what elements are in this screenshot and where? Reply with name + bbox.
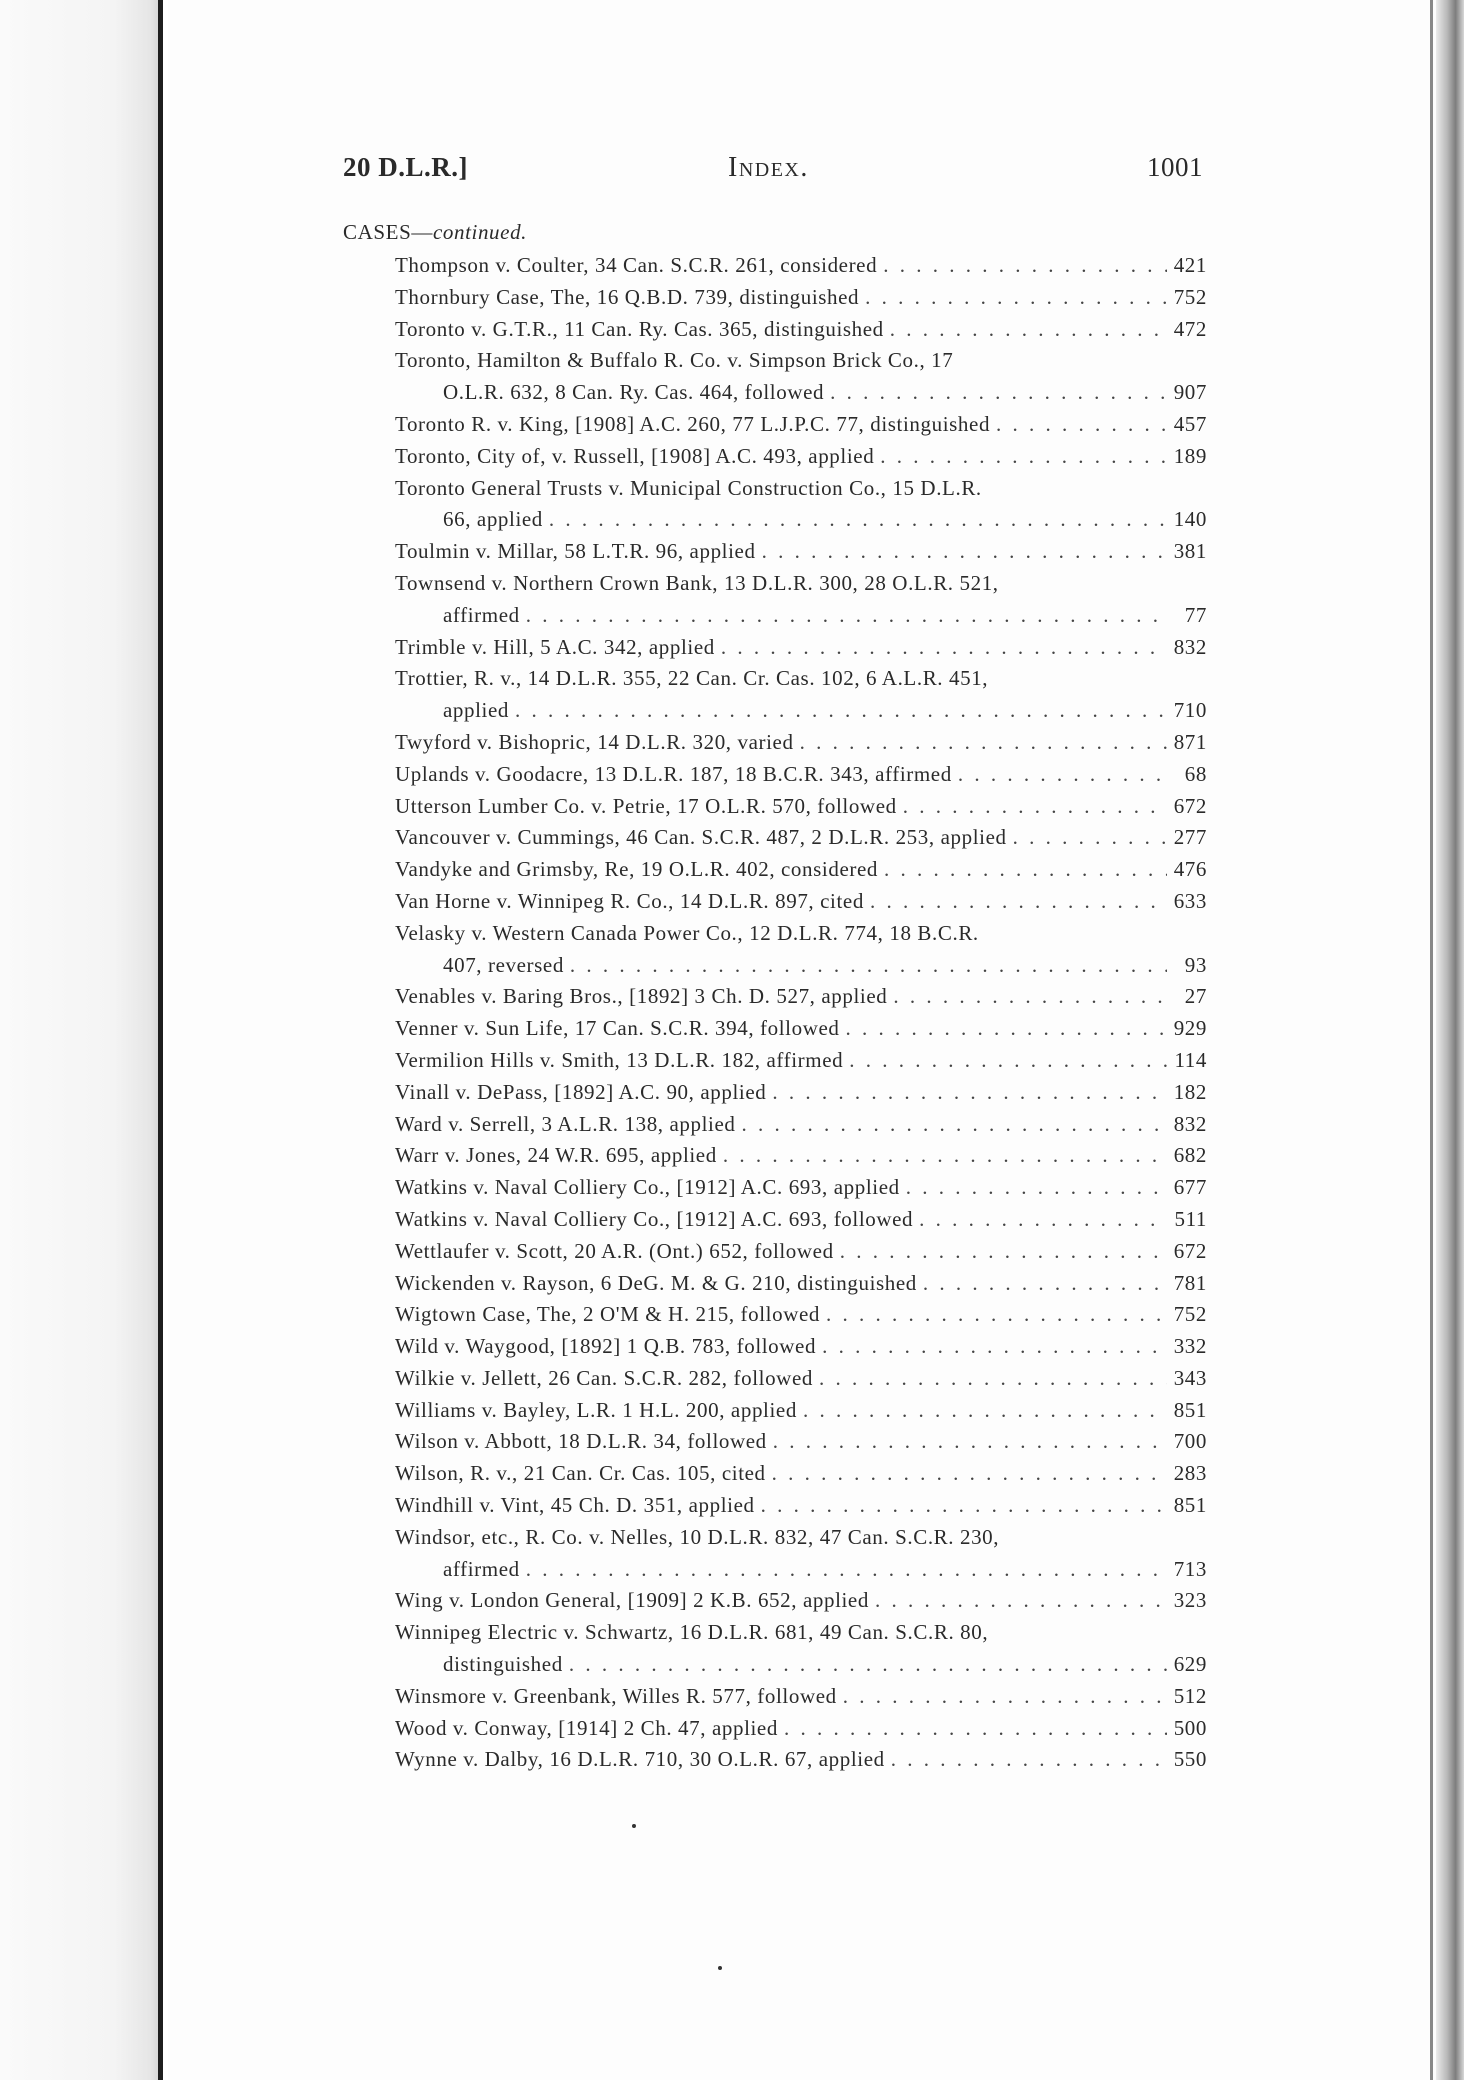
dot-leader	[515, 695, 1167, 727]
dot-leader	[570, 950, 1167, 982]
case-citation-line	[395, 1172, 1207, 1204]
dot-leader	[526, 1554, 1167, 1586]
case-citation-line	[395, 314, 1207, 346]
case-entry	[395, 1744, 1207, 1776]
case-citation-text: Wilson, R. v., 21 Can. Cr. Cas. 105, cited	[395, 1461, 766, 1486]
case-page-number: 381	[1173, 539, 1207, 564]
case-citation-line	[395, 759, 1207, 791]
case-citation-line	[395, 1236, 1207, 1268]
case-page-number: 512	[1173, 1683, 1207, 1708]
case-citation-line	[395, 1617, 1207, 1649]
case-page-number: 672	[1173, 1238, 1207, 1263]
case-citation-line	[395, 1744, 1207, 1776]
case-entry	[395, 727, 1207, 759]
case-citation-line	[395, 1140, 1207, 1172]
case-citation-line	[395, 1522, 1207, 1554]
case-citation-text: Toronto v. G.T.R., 11 Can. Ry. Cas. 365, distinguished	[395, 316, 884, 341]
dot-leader	[819, 1363, 1167, 1395]
case-citation-text: Wing v. London General, [1909] 2 K.B. 652, applied	[395, 1588, 869, 1613]
case-citation-text: Vermilion Hills v. Smith, 13 D.L.R. 182, affirmed	[395, 1047, 844, 1072]
dot-leader	[822, 1331, 1167, 1363]
case-entry	[395, 1681, 1207, 1713]
case-citation-text: affirmed	[443, 1556, 520, 1581]
case-page-number: 27	[1184, 984, 1207, 1009]
case-citation-text: Vandyke and Grimsby, Re, 19 O.L.R. 402, considered	[395, 857, 878, 882]
case-page-number: 283	[1173, 1461, 1207, 1486]
right-page-edge	[1436, 0, 1464, 2080]
case-citation-text: Windsor, etc., R. Co. v. Nelles, 10 D.L.R. 832, 47 Can. S.C.R. 230,	[395, 1524, 1000, 1549]
case-citation-continuation	[395, 1554, 1207, 1586]
dot-leader	[773, 1426, 1167, 1458]
case-citation-text: Toronto, Hamilton & Buffalo R. Co. v. Simpson Brick Co., 17	[395, 348, 954, 373]
left-page-edge	[0, 0, 163, 2080]
dot-leader	[893, 981, 1167, 1013]
dot-leader	[958, 759, 1167, 791]
dot-leader	[762, 536, 1167, 568]
case-page-number: 832	[1173, 1111, 1207, 1136]
case-citation-line	[395, 536, 1207, 568]
case-citation-text: affirmed	[443, 602, 520, 627]
case-entry	[395, 282, 1207, 314]
case-citation-text: Venables v. Baring Bros., [1892] 3 Ch. D. 527, applied	[395, 984, 888, 1009]
case-page-number: 511	[1174, 1206, 1207, 1231]
dot-leader	[840, 1236, 1167, 1268]
case-citation-line	[395, 1458, 1207, 1490]
case-citation-text: O.L.R. 632, 8 Can. Ry. Cas. 464, followed	[443, 380, 825, 405]
case-page-number: 332	[1173, 1334, 1207, 1359]
case-citation-continuation	[395, 950, 1207, 982]
case-page-number: 677	[1173, 1175, 1207, 1200]
dot-leader	[826, 1299, 1167, 1331]
case-page-number: 472	[1173, 316, 1207, 341]
case-citation-text: distinguished	[443, 1652, 563, 1677]
case-entry	[395, 1077, 1207, 1109]
case-citation-line	[395, 568, 1207, 600]
case-entry	[395, 345, 1207, 409]
dot-leader	[772, 1458, 1167, 1490]
case-page-number: 832	[1173, 634, 1207, 659]
running-header	[343, 152, 1203, 192]
dot-leader	[784, 1713, 1167, 1745]
case-citation-text: Winsmore v. Greenbank, Willes R. 577, followed	[395, 1683, 837, 1708]
case-citation-line	[395, 345, 1207, 377]
case-entry	[395, 1331, 1207, 1363]
case-citation-line	[395, 441, 1207, 473]
case-citation-line	[395, 1585, 1207, 1617]
volume-reference: 20 D.L.R.]	[343, 152, 468, 182]
page-number: 1001	[1147, 152, 1203, 182]
case-entry	[395, 1204, 1207, 1236]
dot-leader	[849, 1045, 1167, 1077]
case-citation-line	[395, 282, 1207, 314]
dot-leader	[830, 377, 1167, 409]
dot-leader	[721, 632, 1167, 664]
dot-leader	[906, 1172, 1167, 1204]
case-page-number: 629	[1173, 1652, 1207, 1677]
case-citation-line	[395, 886, 1207, 918]
case-entry	[395, 250, 1207, 282]
section-continued: continued.	[432, 220, 528, 244]
case-page-number: 114	[1174, 1047, 1207, 1072]
case-page-number: 343	[1173, 1365, 1207, 1390]
case-entry	[395, 1268, 1207, 1300]
case-citation-text: Wild v. Waygood, [1892] 1 Q.B. 783, followed	[395, 1334, 817, 1359]
case-entry	[395, 1585, 1207, 1617]
section-heading	[343, 220, 527, 245]
case-citation-continuation	[395, 377, 1207, 409]
case-page-number: 700	[1173, 1429, 1207, 1454]
case-citation-line	[395, 981, 1207, 1013]
dot-leader	[843, 1681, 1167, 1713]
case-entry-list	[395, 250, 1207, 1776]
dot-leader	[996, 409, 1167, 441]
case-page-number: 710	[1173, 698, 1207, 723]
case-page-number: 93	[1184, 952, 1207, 977]
case-citation-line	[395, 918, 1207, 950]
case-citation-text: Ward v. Serrell, 3 A.L.R. 138, applied	[395, 1111, 736, 1136]
case-entry	[395, 1617, 1207, 1681]
case-entry	[395, 1045, 1207, 1077]
case-citation-text: Toronto R. v. King, [1908] A.C. 260, 77 L.J.P.C. 77, distinguished	[395, 411, 991, 436]
case-page-number: 851	[1173, 1397, 1207, 1422]
case-citation-line	[395, 473, 1207, 505]
case-page-number: 77	[1184, 602, 1207, 627]
case-entry	[395, 1363, 1207, 1395]
case-entry	[395, 632, 1207, 664]
case-entry	[395, 822, 1207, 854]
dot-leader	[923, 1268, 1167, 1300]
case-citation-line	[395, 791, 1207, 823]
case-citation-line	[395, 1490, 1207, 1522]
case-citation-line	[395, 1681, 1207, 1713]
case-page-number: 672	[1173, 793, 1207, 818]
case-citation-continuation	[395, 600, 1207, 632]
case-citation-text: Trottier, R. v., 14 D.L.R. 355, 22 Can. Cr. Cas. 102, 6 A.L.R. 451,	[395, 666, 989, 691]
case-citation-line	[395, 1299, 1207, 1331]
case-citation-text: Venner v. Sun Life, 17 Can. S.C.R. 394, followed	[395, 1016, 840, 1041]
case-citation-text: Wettlaufer v. Scott, 20 A.R. (Ont.) 652, followed	[395, 1238, 834, 1263]
case-entry	[395, 1109, 1207, 1141]
case-citation-text: Van Horne v. Winnipeg R. Co., 14 D.L.R. 897, cited	[395, 888, 864, 913]
case-citation-text: Wilkie v. Jellett, 26 Can. S.C.R. 282, followed	[395, 1365, 813, 1390]
case-citation-text: Toronto General Trusts v. Municipal Construction Co., 15 D.L.R.	[395, 475, 982, 500]
header-title: Index.	[728, 152, 809, 183]
case-citation-line	[395, 1013, 1207, 1045]
case-entry	[395, 1236, 1207, 1268]
case-citation-line	[395, 409, 1207, 441]
case-entry	[395, 1490, 1207, 1522]
case-citation-text: Wigtown Case, The, 2 O'M & H. 215, followed	[395, 1302, 820, 1327]
case-citation-line	[395, 1045, 1207, 1077]
dot-leader	[890, 314, 1167, 346]
case-citation-text: Windhill v. Vint, 45 Ch. D. 351, applied	[395, 1493, 755, 1518]
case-page-number: 929	[1173, 1016, 1207, 1041]
dot-leader	[891, 1744, 1167, 1776]
case-entry	[395, 473, 1207, 537]
case-citation-line	[395, 250, 1207, 282]
dot-leader	[884, 854, 1167, 886]
case-entry	[395, 568, 1207, 632]
case-citation-text: Winnipeg Electric v. Schwartz, 16 D.L.R. 681, 49 Can. S.C.R. 80,	[395, 1620, 989, 1645]
case-page-number: 752	[1173, 284, 1207, 309]
case-entry	[395, 1013, 1207, 1045]
case-entry	[395, 1299, 1207, 1331]
case-citation-line	[395, 727, 1207, 759]
dot-leader	[723, 1140, 1167, 1172]
case-citation-line	[395, 1204, 1207, 1236]
scan-speck	[632, 1824, 636, 1828]
case-citation-text: Wynne v. Dalby, 16 D.L.R. 710, 30 O.L.R. 67, applied	[395, 1747, 885, 1772]
dot-leader	[803, 1395, 1167, 1427]
case-citation-text: Wood v. Conway, [1914] 2 Ch. 47, applied	[395, 1715, 778, 1740]
case-citation-text: 407, reversed	[443, 952, 564, 977]
case-entry	[395, 663, 1207, 727]
case-citation-line	[395, 1363, 1207, 1395]
case-page-number: 189	[1173, 443, 1207, 468]
case-citation-text: Williams v. Bayley, L.R. 1 H.L. 200, applied	[395, 1397, 797, 1422]
case-page-number: 323	[1173, 1588, 1207, 1613]
dot-leader	[845, 1013, 1167, 1045]
case-citation-continuation	[395, 695, 1207, 727]
dot-leader	[875, 1585, 1167, 1617]
case-entry	[395, 314, 1207, 346]
case-page-number: 68	[1184, 761, 1207, 786]
case-entry	[395, 1458, 1207, 1490]
dot-leader	[526, 600, 1167, 632]
case-page-number: 550	[1173, 1747, 1207, 1772]
section-label: CASES—	[343, 220, 433, 244]
case-citation-text: 66, applied	[443, 507, 543, 532]
case-citation-text: Wickenden v. Rayson, 6 DeG. M. & G. 210, distinguished	[395, 1270, 917, 1295]
case-page-number: 500	[1173, 1715, 1207, 1740]
case-page-number: 907	[1173, 380, 1207, 405]
case-page-number: 633	[1173, 888, 1207, 913]
dot-leader	[549, 504, 1167, 536]
case-citation-line	[395, 854, 1207, 886]
case-citation-text: Townsend v. Northern Crown Bank, 13 D.L.R. 300, 28 O.L.R. 521,	[395, 570, 999, 595]
case-citation-text: Warr v. Jones, 24 W.R. 695, applied	[395, 1143, 717, 1168]
case-entry	[395, 981, 1207, 1013]
case-entry	[395, 441, 1207, 473]
scan-speck	[718, 1966, 722, 1970]
dot-leader	[1013, 822, 1167, 854]
dot-leader	[742, 1109, 1167, 1141]
case-citation-line	[395, 1077, 1207, 1109]
case-entry	[395, 1172, 1207, 1204]
case-citation-text: Utterson Lumber Co. v. Petrie, 17 O.L.R. 570, followed	[395, 793, 897, 818]
case-page-number: 182	[1173, 1079, 1207, 1104]
case-entry	[395, 1140, 1207, 1172]
case-citation-text: applied	[443, 698, 510, 723]
case-page-number: 781	[1173, 1270, 1207, 1295]
case-citation-text: Thornbury Case, The, 16 Q.B.D. 739, distinguished	[395, 284, 860, 309]
dot-leader	[903, 791, 1167, 823]
case-entry	[395, 886, 1207, 918]
case-entry	[395, 1395, 1207, 1427]
case-page-number: 682	[1173, 1143, 1207, 1168]
case-citation-line	[395, 1426, 1207, 1458]
case-citation-text: Velasky v. Western Canada Power Co., 12 D.L.R. 774, 18 B.C.R.	[395, 920, 979, 945]
case-citation-continuation	[395, 504, 1207, 536]
case-citation-text: Vancouver v. Cummings, 46 Can. S.C.R. 487, 2 D.L.R. 253, applied	[395, 825, 1007, 850]
dot-leader	[865, 282, 1167, 314]
case-citation-text: Toulmin v. Millar, 58 L.T.R. 96, applied	[395, 539, 756, 564]
case-citation-text: Watkins v. Naval Colliery Co., [1912] A.C. 693, applied	[395, 1175, 900, 1200]
case-citation-text: Toronto, City of, v. Russell, [1908] A.C. 493, applied	[395, 443, 875, 468]
case-page-number: 713	[1173, 1556, 1207, 1581]
case-citation-line	[395, 822, 1207, 854]
case-page-number: 277	[1173, 825, 1207, 850]
case-entry	[395, 409, 1207, 441]
case-entry	[395, 536, 1207, 568]
case-citation-continuation	[395, 1649, 1207, 1681]
case-citation-text: Wilson v. Abbott, 18 D.L.R. 34, followed	[395, 1429, 767, 1454]
case-citation-line	[395, 1109, 1207, 1141]
case-citation-line	[395, 1331, 1207, 1363]
case-entry	[395, 918, 1207, 982]
case-citation-text: Twyford v. Bishopric, 14 D.L.R. 320, varied	[395, 729, 794, 754]
case-page-number: 476	[1173, 857, 1207, 882]
dot-leader	[800, 727, 1167, 759]
case-entry	[395, 1426, 1207, 1458]
case-citation-line	[395, 1713, 1207, 1745]
dot-leader	[761, 1490, 1167, 1522]
case-page-number: 421	[1173, 253, 1207, 277]
case-citation-text: Vinall v. DePass, [1892] A.C. 90, applied	[395, 1079, 767, 1104]
case-page-number: 457	[1173, 411, 1207, 436]
case-page-number: 140	[1173, 507, 1207, 532]
case-page-number: 752	[1173, 1302, 1207, 1327]
case-entry	[395, 1522, 1207, 1586]
case-citation-text: Thompson v. Coulter, 34 Can. S.C.R. 261, considered	[395, 253, 878, 277]
case-entry	[395, 854, 1207, 886]
case-page-number: 871	[1173, 729, 1207, 754]
dot-leader	[883, 250, 1167, 282]
case-citation-text: Trimble v. Hill, 5 A.C. 342, applied	[395, 634, 715, 659]
dot-leader	[870, 886, 1167, 918]
case-citation-text: Watkins v. Naval Colliery Co., [1912] A.C. 693, followed	[395, 1206, 914, 1231]
case-citation-line	[395, 1268, 1207, 1300]
dot-leader	[919, 1204, 1167, 1236]
dot-leader	[772, 1077, 1167, 1109]
dot-leader	[880, 441, 1167, 473]
case-entry	[395, 1713, 1207, 1745]
case-citation-line	[395, 663, 1207, 695]
case-citation-line	[395, 632, 1207, 664]
case-page-number: 851	[1173, 1493, 1207, 1518]
case-entry	[395, 759, 1207, 791]
case-entry	[395, 791, 1207, 823]
case-citation-line	[395, 1395, 1207, 1427]
case-citation-text: Uplands v. Goodacre, 13 D.L.R. 187, 18 B.C.R. 343, affirmed	[395, 761, 952, 786]
dot-leader	[569, 1649, 1167, 1681]
